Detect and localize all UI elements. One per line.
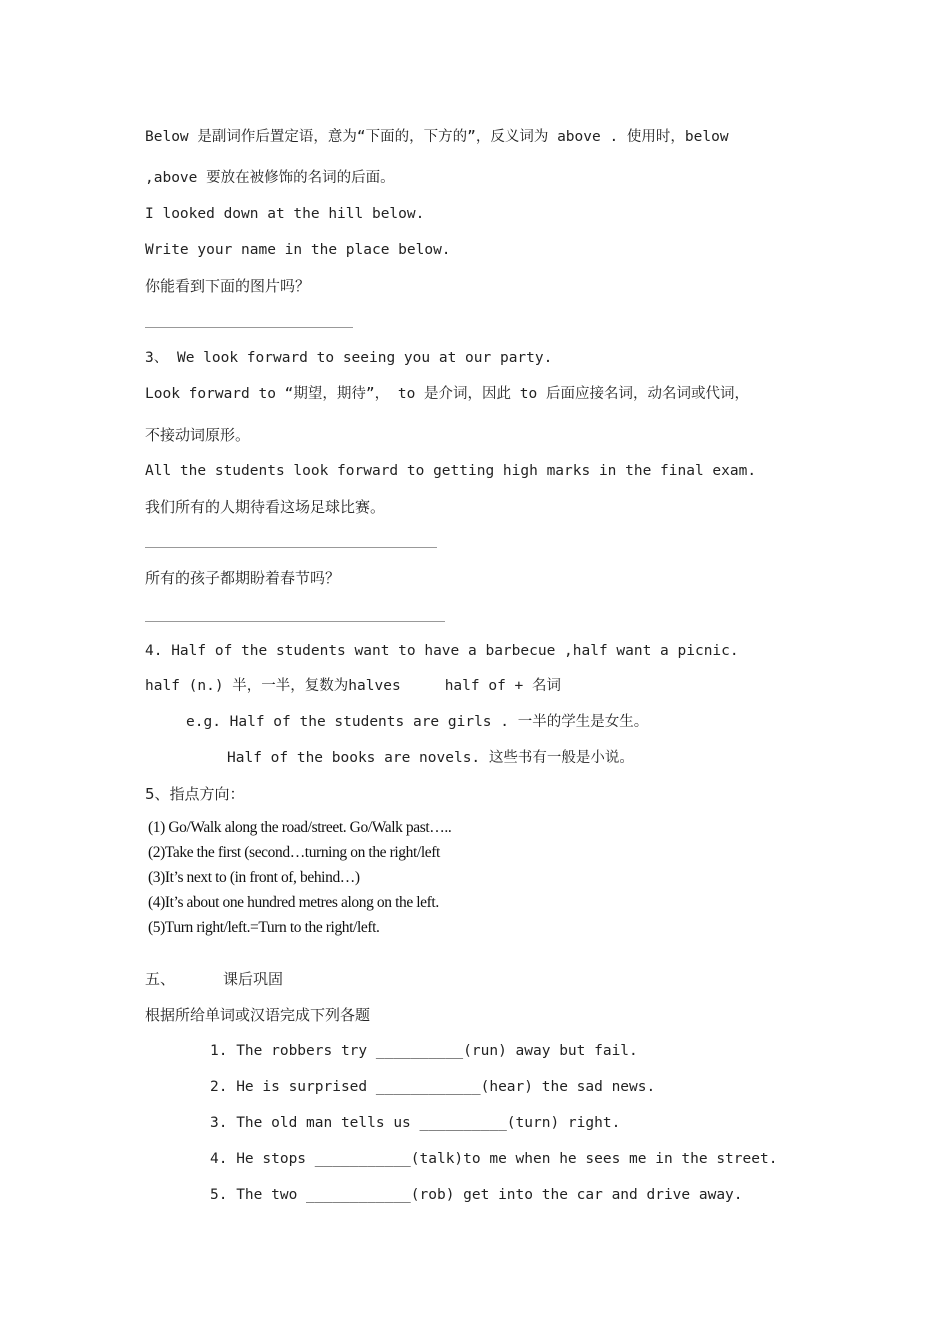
item4-example-2: Half of the books are novels. 这些书有一般是小说。 bbox=[227, 750, 634, 766]
directions-phrase: (3)It’s next to (in front of, behind…) bbox=[148, 869, 360, 886]
item3-translation-question-1: 我们所有的人期待看这场足球比赛。 bbox=[145, 498, 386, 516]
item4-definition-a: half (n.) 半，一半，复数为halves bbox=[145, 678, 401, 694]
below-example-1: I looked down at the hill below. bbox=[145, 206, 425, 222]
below-explanation-line1: Below 是副词作后置定语，意为“下面的，下方的”，反义词为 above . 使用时，below bbox=[145, 129, 729, 145]
item5-title: 5、指点方向： bbox=[145, 785, 245, 803]
below-example-2: Write your name in the place below. bbox=[145, 242, 451, 258]
exercise-item: 2. He is surprised ____________(hear) the sad news. bbox=[210, 1079, 656, 1095]
item4-example-1: e.g. Half of the students are girls . 一半的学生是女生。 bbox=[186, 714, 649, 730]
exercise-item: 3. The old man tells us __________(turn) right. bbox=[210, 1115, 621, 1131]
section-five-heading bbox=[145, 969, 283, 989]
exercise-item: 5. The two ____________(rob) get into the car and drive away. bbox=[210, 1187, 743, 1203]
item3-example: All the students look forward to getting high marks in the final exam. bbox=[145, 463, 757, 479]
below-translation-question: 你能看到下面的图片吗？ bbox=[145, 277, 311, 295]
answer-blank-line bbox=[145, 621, 445, 622]
answer-blank-line bbox=[145, 547, 437, 548]
item4-definition-b: half of + 名词 bbox=[444, 678, 561, 694]
directions-phrase-box bbox=[148, 815, 451, 940]
section-number: 五、 bbox=[145, 970, 176, 988]
below-explanation-line2: ,above 要放在被修饰的名词的后面。 bbox=[145, 170, 395, 186]
directions-phrase: (5)Turn right/left.=Turn to the right/left. bbox=[148, 919, 380, 936]
item3-explanation-line1: Look forward to “期望，期待”， to 是介词，因此 to 后面应接名词，动名词或代词， bbox=[145, 386, 749, 402]
item3-title: 3、 We look forward to seeing you at our party. bbox=[145, 350, 553, 366]
answer-blank-line bbox=[145, 327, 353, 328]
directions-phrase: (1) Go/Walk along the road/street. Go/Walk past….. bbox=[148, 819, 452, 836]
item4-title: 4. Half of the students want to have a barbecue ,half want a picnic. bbox=[145, 643, 739, 659]
directions-phrase: (2)Take the first (second…turning on the right/left bbox=[148, 844, 440, 861]
item3-explanation-line2: 不接动词原形。 bbox=[145, 426, 251, 444]
item3-translation-question-2: 所有的孩子都期盼着春节吗？ bbox=[145, 569, 341, 587]
section-title: 课后巩固 bbox=[223, 970, 284, 988]
directions-phrase: (4)It’s about one hundred metres along on the left. bbox=[148, 894, 439, 911]
exercise-item: 4. He stops ___________(talk)to me when he sees me in the street. bbox=[210, 1151, 778, 1167]
exercise-item: 1. The robbers try __________(run) away but fail. bbox=[210, 1043, 638, 1059]
item4-definition bbox=[145, 676, 561, 696]
section-instruction: 根据所给单词或汉语完成下列各题 bbox=[145, 1006, 371, 1024]
